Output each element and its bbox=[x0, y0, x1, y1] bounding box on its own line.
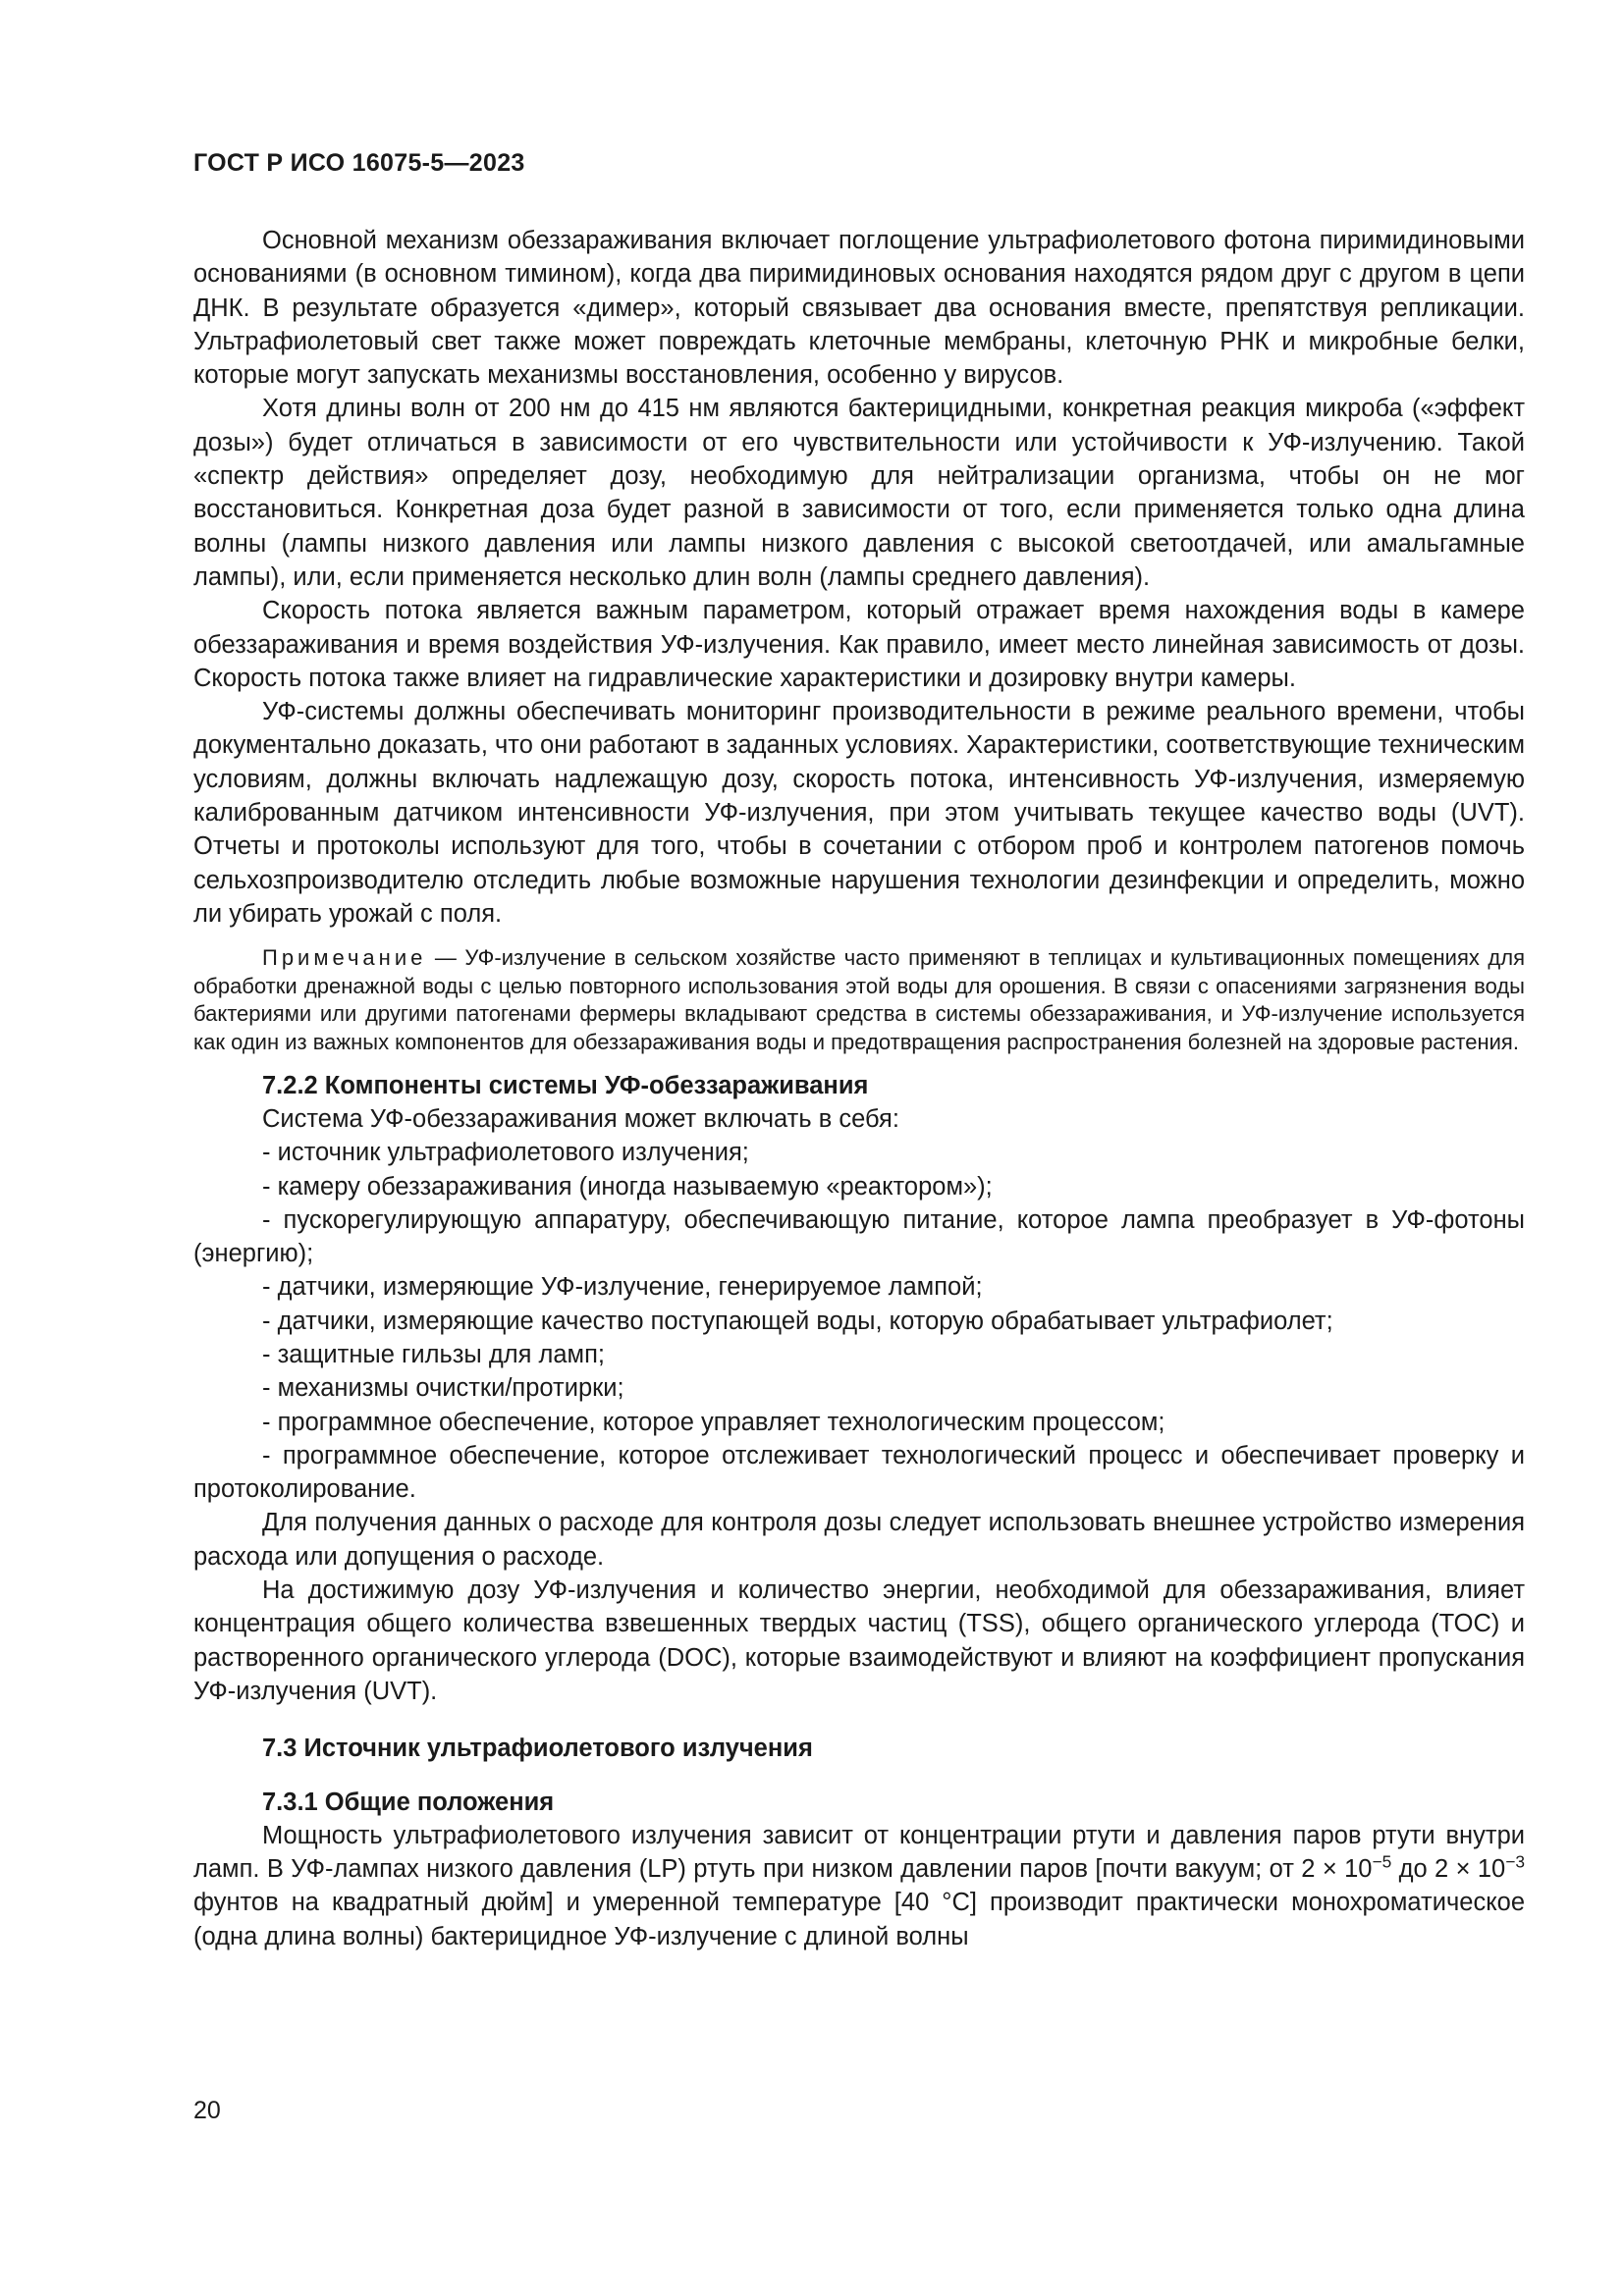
section-heading-7-2-2: 7.2.2 Компоненты системы УФ-обеззараживания bbox=[262, 1071, 869, 1099]
paragraph-flow-measurement: Для получения данных о расходе для контроля дозы следует использовать внешнее устройство измерения расхода или допущения о расходе. bbox=[193, 1509, 1525, 1571]
uv-power-text-c: фунтов на квадратный дюйм] и умеренной температуре [40 °C] производит практически монохроматическое (одна длина волны) бактерицидное УФ-излучение с длиной волны bbox=[193, 1889, 1525, 1950]
note-block bbox=[193, 944, 1525, 1056]
paragraph-mechanism: Основной механизм обеззараживания включает поглощение ультрафиолетового фотона пиримидиновыми основаниями (в основном тимином), когда два пиримидиновых основания находятся рядом друг с другом в цепи ДНК. В результате образуется «димер», который связывает два основания вместе, препятствуя репликации. Ультрафиолетовый свет также может повреждать клеточные мембраны, клеточную РНК и микробные белки, которые могут запускать механизмы восстановления, особенно у вирусов. bbox=[193, 227, 1525, 390]
list-item: - программное обеспечение, которое отслеживает технологический процесс и обеспечивает проверку и протоколирование. bbox=[193, 1441, 1525, 1504]
document-header: ГОСТ Р ИСО 16075-5—2023 bbox=[193, 149, 525, 177]
document-body bbox=[193, 224, 1525, 1953]
paragraph-achievable-dose: На достижимую дозу УФ-излучения и количество энергии, необходимой для обеззараживания, влияет концентрация общего количества взвешенных твердых частиц (TSS), общего органического углерода (TOC) и растворенного органического углерода (DOC), которые взаимодействуют и влияют на коэффициент пропускания УФ-излучения (UVT). bbox=[193, 1576, 1525, 1705]
list-item: - камеру обеззараживания (иногда называемую «реактором»); bbox=[262, 1172, 993, 1201]
section-intro: Система УФ-обеззараживания может включать в себя: bbox=[262, 1104, 899, 1133]
page-number: 20 bbox=[193, 2097, 221, 2124]
section-heading-7-3: 7.3 Источник ультрафиолетового излучения bbox=[262, 1735, 813, 1763]
paragraph-wavelength: Хотя длины волн от 200 нм до 415 нм являются бактерицидными, конкретная реакция микроба («эффект дозы») будет отличаться в зависимости от его чувствительности или устойчивости к УФ-излучению. Такой «спектр действия» определяет дозу, необходимую для нейтрализации организма, чтобы он не мог восстановиться. Конкретная доза будет разной в зависимости от того, если применяется только одна длина волны (лампы низкого давления или лампы низкого давления с высокой светоотдачей, или амальгамные лампы), или, если применяется несколько длин волн (лампы среднего давления). bbox=[193, 395, 1525, 591]
list-item: - датчики, измеряющие УФ-излучение, генерируемое лампой; bbox=[262, 1273, 983, 1302]
uv-power-text-b: до 2 × 10 bbox=[1391, 1855, 1506, 1884]
list-item: - датчики, измеряющие качество поступающей воды, которую обрабатывает ультрафиолет; bbox=[262, 1307, 1333, 1335]
section-heading-7-3-1: 7.3.1 Общие положения bbox=[262, 1788, 555, 1816]
paragraph-flow-rate: Скорость потока является важным параметром, который отражает время нахождения воды в камере обеззараживания и время воздействия УФ-излучения. Как правило, имеет место линейная зависимость от дозы. Скорость потока также влияет на гидравлические характеристики и дозировку внутри камеры. bbox=[193, 597, 1525, 692]
list-item: - механизмы очистки/протирки; bbox=[262, 1374, 624, 1403]
list-item: - источник ультрафиолетового излучения; bbox=[262, 1139, 749, 1167]
list-item: - защитные гильзы для ламп; bbox=[262, 1340, 605, 1368]
paragraph-monitoring: УФ-системы должны обеспечивать мониторинг производительности в режиме реального времени, чтобы документально доказать, что они работают в заданных условиях. Характеристики, соответствующие техническим условиям, должны включать надлежащую дозу, скорость потока, интенсивность УФ-излучения, измеряемую калиброванным датчиком интенсивности УФ-излучения, при этом учитывать текущее качество воды (UVT). Отчеты и протоколы используют для того, чтобы в сочетании с отбором проб и контролем патогенов помочь сельхозпроизводителю отследить любые возможные нарушения технологии дезинфекции и определить, можно ли убирать урожай с поля. bbox=[193, 698, 1525, 928]
paragraph-uv-power bbox=[193, 1819, 1525, 1953]
note-text: — УФ-излучение в сельском хозяйстве часто применяют в теплицах и культивационных помещениях для обработки дренажной воды с целью повторного использования этой воды для орошения. В связи с опасениями загрязнения воды бактериями или другими патогенами фермеры вкладывают средства в системы обеззараживания, и УФ-излучение используется как один из важных компонентов для обеззараживания воды и предотвращения распространения болезней на здоровые растения. bbox=[193, 945, 1525, 1055]
note-label: Примечание bbox=[262, 945, 427, 971]
exponent-minus-three: −3 bbox=[1505, 1851, 1525, 1872]
uv-power-text-a: Мощность ультрафиолетового излучения зависит от концентрации ртути и давления паров ртути внутри ламп. В УФ-лампах низкого давления (LP) ртуть при низком давлении паров [почти вакуум; от 2 × 10 bbox=[193, 1821, 1525, 1884]
list-item: - программное обеспечение, которое управляет технологическим процессом; bbox=[262, 1408, 1165, 1436]
list-item: - пускорегулирующую аппаратуру, обеспечивающую питание, которое лампа преобразует в УФ-фотоны (энергию); bbox=[193, 1205, 1525, 1268]
exponent-minus-five: −5 bbox=[1372, 1851, 1392, 1872]
